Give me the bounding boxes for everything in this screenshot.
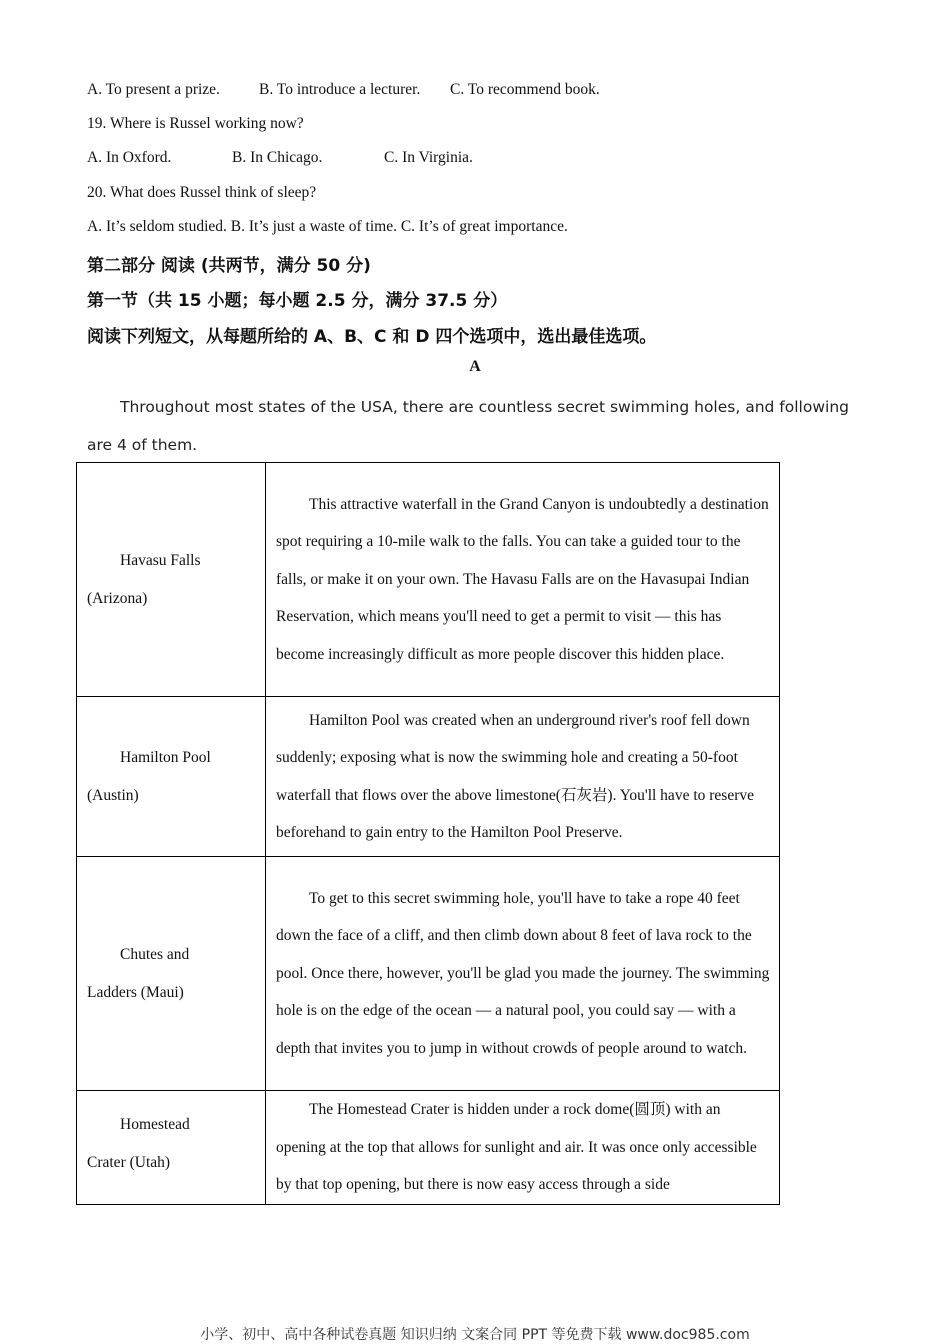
table-row xyxy=(77,697,780,857)
section-subtitle: 第一节（共 15 小题；每小题 2.5 分，满分 37.5 分） xyxy=(87,291,508,311)
q18-option-c: C. To recommend book. xyxy=(450,81,600,98)
spot-description xyxy=(266,697,780,857)
spot-name xyxy=(77,1091,266,1205)
spot-name-line2: (Arizona) xyxy=(87,589,148,607)
spot-name xyxy=(77,857,266,1091)
spot-description-text: The Homestead Crater is hidden under a rock dome(圆顶) with an opening at the top that allows for sunlight and air. It was once only accessible by that top opening, but there is now easy access through a side xyxy=(276,1101,757,1193)
q19-option-a: A. In Oxford. xyxy=(87,149,172,166)
q20-question: 20. What does Russel think of sleep? xyxy=(87,184,317,201)
passage-label: A xyxy=(469,358,481,375)
spot-description xyxy=(266,857,780,1091)
spot-name-line2: Crater (Utah) xyxy=(87,1153,171,1171)
spot-name-line1: Chutes and xyxy=(120,946,190,963)
spot-description xyxy=(266,1091,780,1205)
q18-option-b: B. To introduce a lecturer. xyxy=(259,81,421,98)
spot-name xyxy=(77,697,266,857)
swimming-holes-table xyxy=(76,462,780,1205)
section-instruction: 阅读下列短文，从每题所给的 A、B、C 和 D 四个选项中，选出最佳选项。 xyxy=(87,327,657,347)
q19-question: 19. Where is Russel working now? xyxy=(87,115,304,132)
passage-intro: Throughout most states of the USA, there are countless secret swimming holes, and following are 4 of them. xyxy=(87,398,849,454)
spot-name-line1: Havasu Falls xyxy=(120,552,201,569)
spot-name-line2: Ladders (Maui) xyxy=(87,983,184,1001)
spot-description-text: To get to this secret swimming hole, you'll have to take a rope 40 feet down the face of a cliff, and then climb down about 8 feet of lava rock to the pool. Once there, however, you'll be glad you made the journey. The swimming hole is on the edge of the ocean — a natural pool, you could say — with a depth that invites you to jump in without crowds of people around to watch. xyxy=(276,889,770,1057)
spot-description-text: Hamilton Pool was created when an underground river's roof fell down suddenly; exposing what is now the swimming hole and creating a 50-foot waterfall that flows over the above limestone(石灰岩). You'll have to reserve beforehand to gain entry to the Hamilton Pool Preserve. xyxy=(276,711,754,841)
spot-name-line2: (Austin) xyxy=(87,786,139,804)
part-title: 第二部分 阅读 (共两节，满分 50 分) xyxy=(87,256,371,276)
q19-option-c: C. In Virginia. xyxy=(384,149,473,166)
q18-option-a: A. To present a prize. xyxy=(87,81,220,98)
spot-name xyxy=(77,463,266,697)
spot-name-line1: Homestead xyxy=(120,1116,190,1133)
table-row xyxy=(77,463,780,697)
spot-description-text: This attractive waterfall in the Grand Canyon is undoubtedly a destination spot requiring a 10-mile walk to the falls. You can take a guided tour to the falls, or make it on your own. The Havasu Falls are on the Havasupai Indian Reservation, which means you'll need to get a permit to visit — this has become increasingly difficult as more people discover this hidden place. xyxy=(276,495,769,663)
page-footer: 小学、初中、高中各种试卷真题 知识归纳 文案合同 PPT 等免费下载 www.doc985.com xyxy=(200,1327,750,1343)
table-row xyxy=(77,857,780,1091)
spot-description xyxy=(266,463,780,697)
table-row xyxy=(77,1091,780,1205)
q20-options: A. It’s seldom studied. B. It’s just a waste of time. C. It’s of great importance. xyxy=(87,218,568,235)
spot-name-line1: Hamilton Pool xyxy=(120,749,211,766)
q19-option-b: B. In Chicago. xyxy=(232,149,323,166)
